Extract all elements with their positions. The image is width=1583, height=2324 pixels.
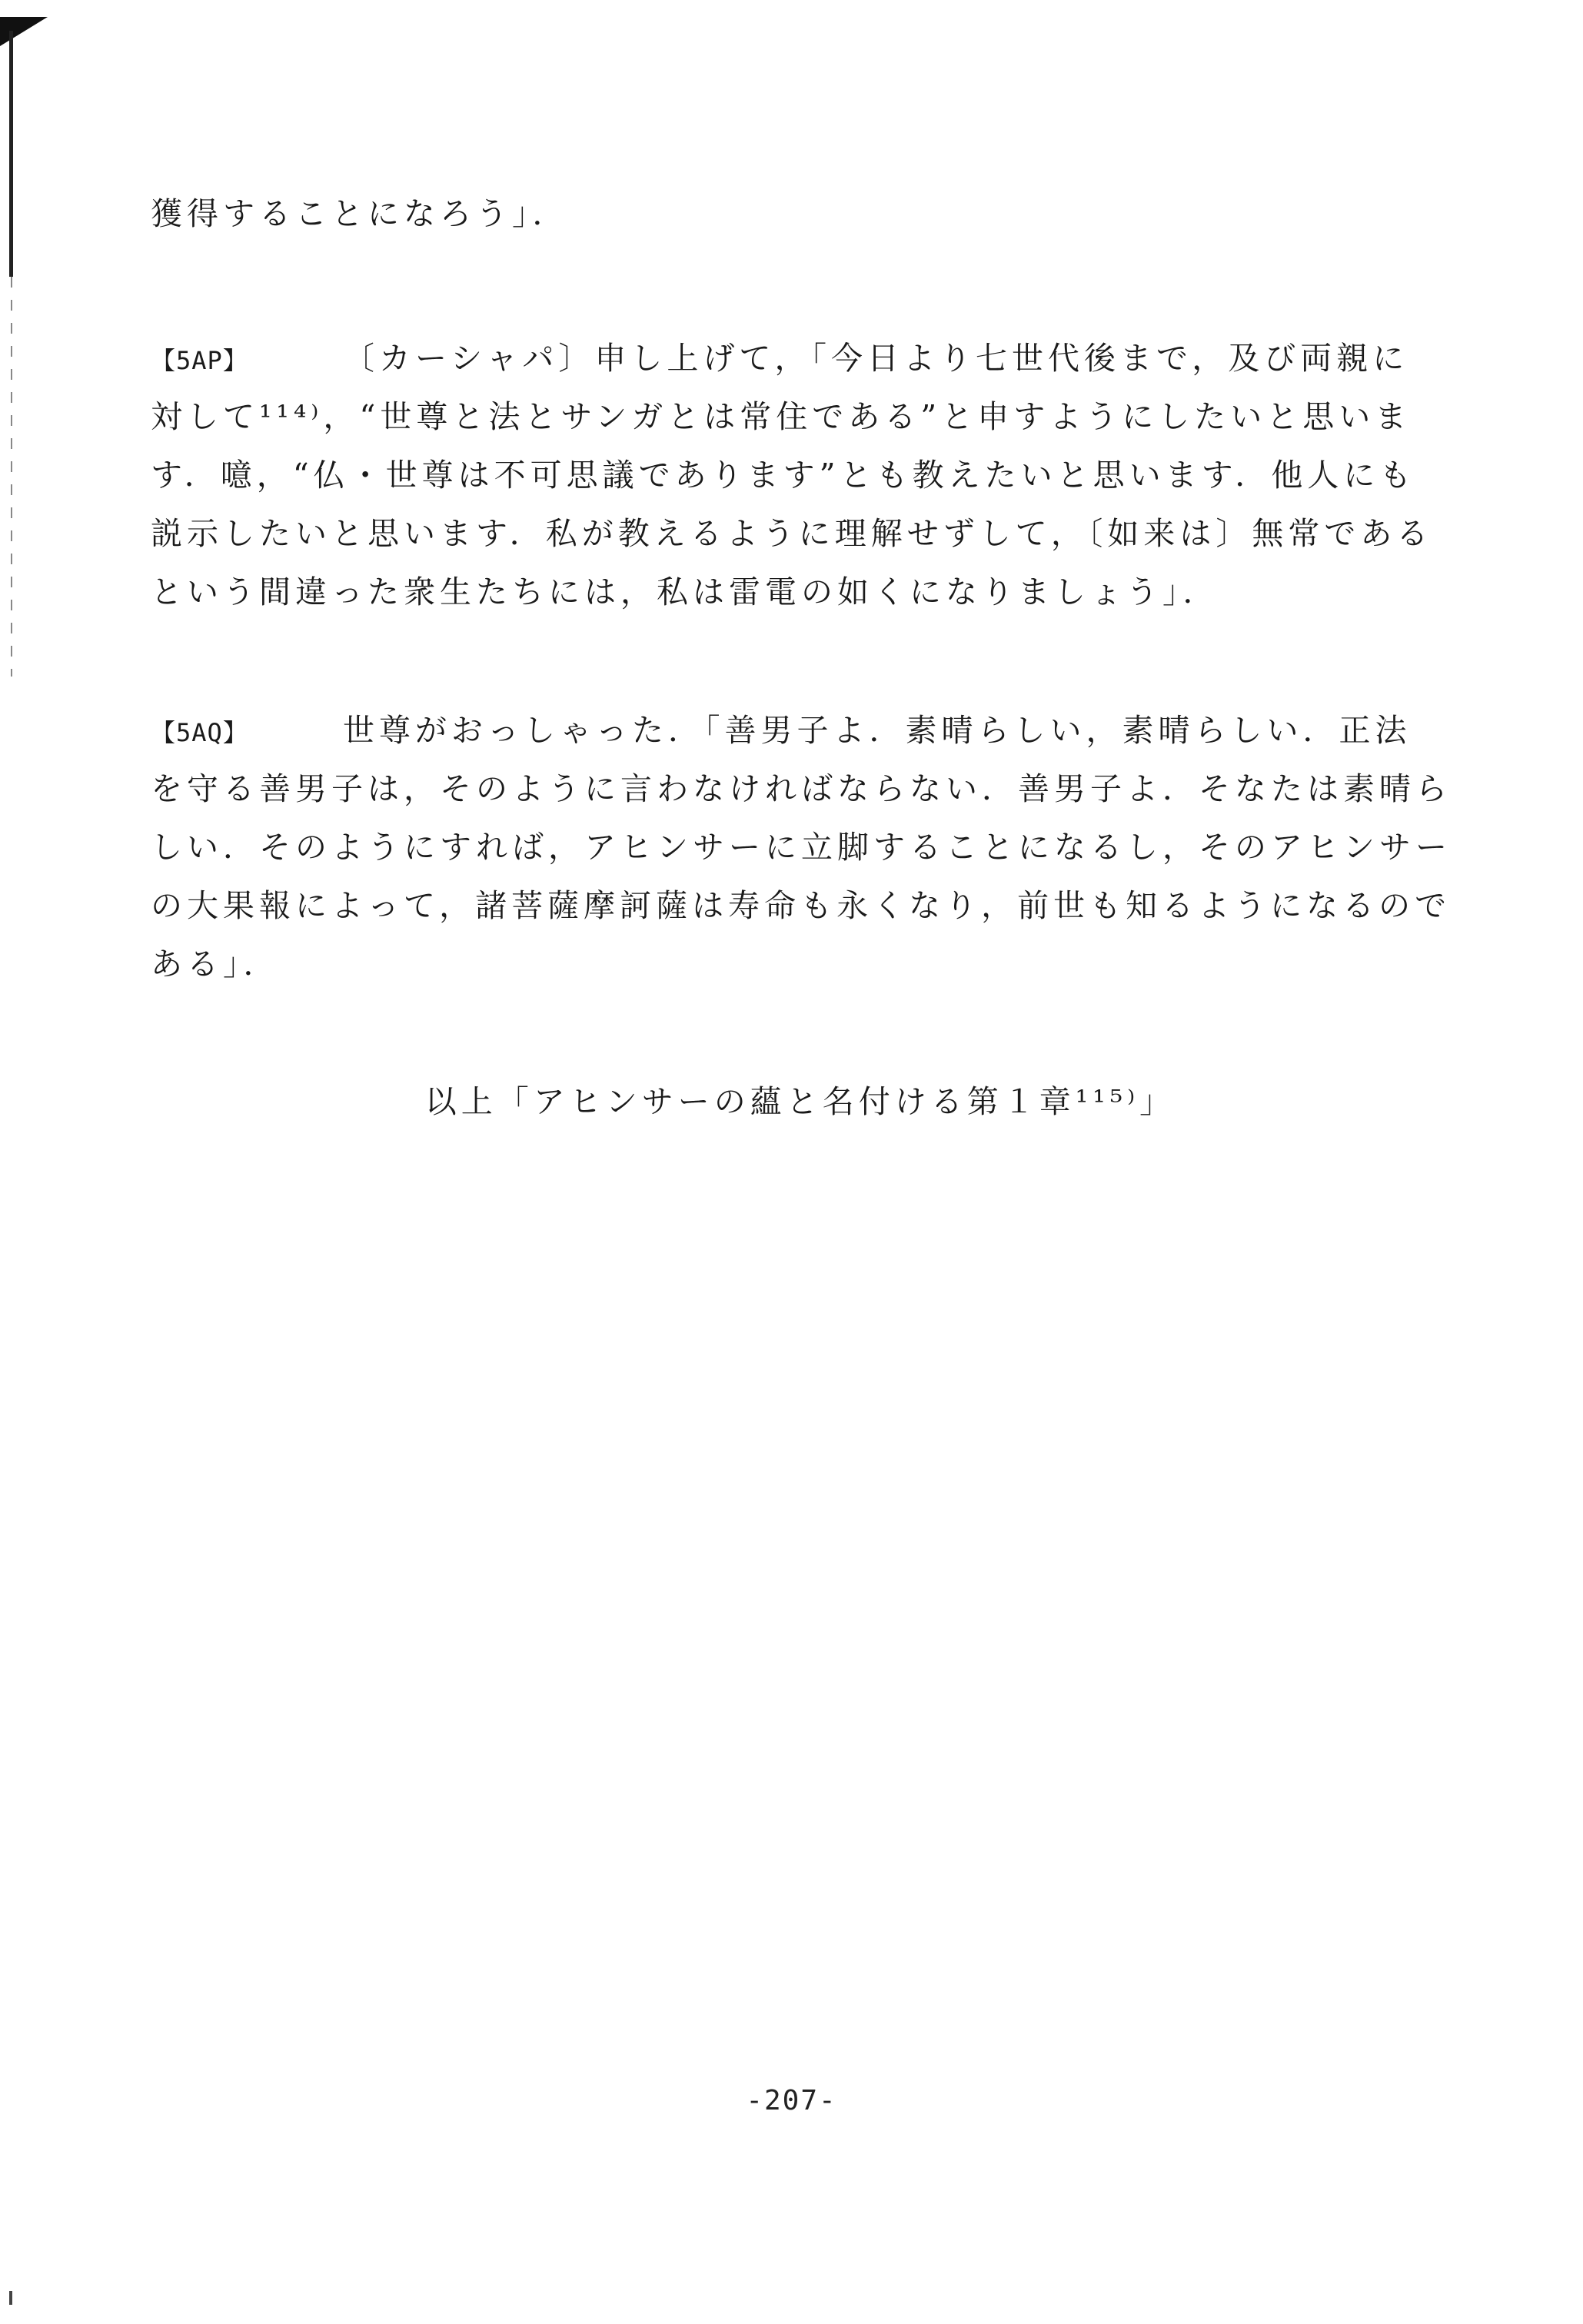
paragraph-5ap-line-5: という間違った衆生たちには，私は雷電の如くになりましょう」． bbox=[151, 574, 1219, 610]
binding-corner-mark bbox=[0, 17, 48, 46]
paragraph-5ap-line-4: 説示したいと思います．私が教えるように理解せずして，〔如来は〕無常である bbox=[151, 515, 1433, 552]
paragraph-5ap-tag: 【5AP】 bbox=[151, 346, 248, 375]
binding-edge-dashes bbox=[11, 277, 12, 677]
paragraph-5aq-line-3: しい．そのようにすれば，アヒンサーに立脚することになるし，そのアヒンサー bbox=[151, 829, 1452, 866]
paragraph-5ap-line-3: す．噫，“仏・世尊は不可思議であります”とも教えたいと思います．他人にも bbox=[151, 457, 1416, 494]
paragraph-5ap-line-2: 対して¹¹⁴⁾，“世尊と法とサンガとは常住である”と申すようにしたいと思いま bbox=[151, 398, 1412, 435]
binding-edge-line bbox=[9, 31, 13, 277]
chapter-end-heading: 以上「アヒンサーの蘊と名付ける第１章¹¹⁵⁾」 bbox=[424, 1083, 1176, 1120]
paragraph-5aq-line-4: の大果報によって，諸菩薩摩訶薩は寿命も永くなり，前世も知るようになるので bbox=[151, 887, 1452, 924]
paragraph-5aq-line-1 bbox=[151, 701, 1412, 760]
continuation-line: 獲得することになろう」． bbox=[151, 195, 569, 232]
paragraph-5ap bbox=[151, 329, 1433, 621]
paragraph-5aq-line-5: ある」． bbox=[151, 946, 280, 982]
paragraph-5aq bbox=[151, 701, 1452, 993]
binding-edge-tick bbox=[9, 2291, 12, 2305]
paragraph-gap bbox=[151, 243, 1335, 329]
paragraph-5ap-text-1: 〔カーシャパ〕申し上げて，「今日より七世代後まで，及び両親に bbox=[343, 340, 1409, 377]
page-number: -207- bbox=[746, 2085, 837, 2116]
paragraph-5ap-line-1 bbox=[151, 329, 1409, 387]
paragraph-5aq-tag: 【5AQ】 bbox=[151, 718, 248, 747]
page-body bbox=[151, 185, 1452, 1122]
paragraph-gap bbox=[151, 621, 1335, 701]
paragraph-5aq-text-1: 世尊がおっしゃった．「善男子よ．素晴らしい，素晴らしい．正法 bbox=[343, 712, 1412, 749]
paragraph-5aq-line-2: を守る善男子は，そのように言わなければならない．善男子よ．そなたは素晴ら bbox=[151, 770, 1452, 807]
